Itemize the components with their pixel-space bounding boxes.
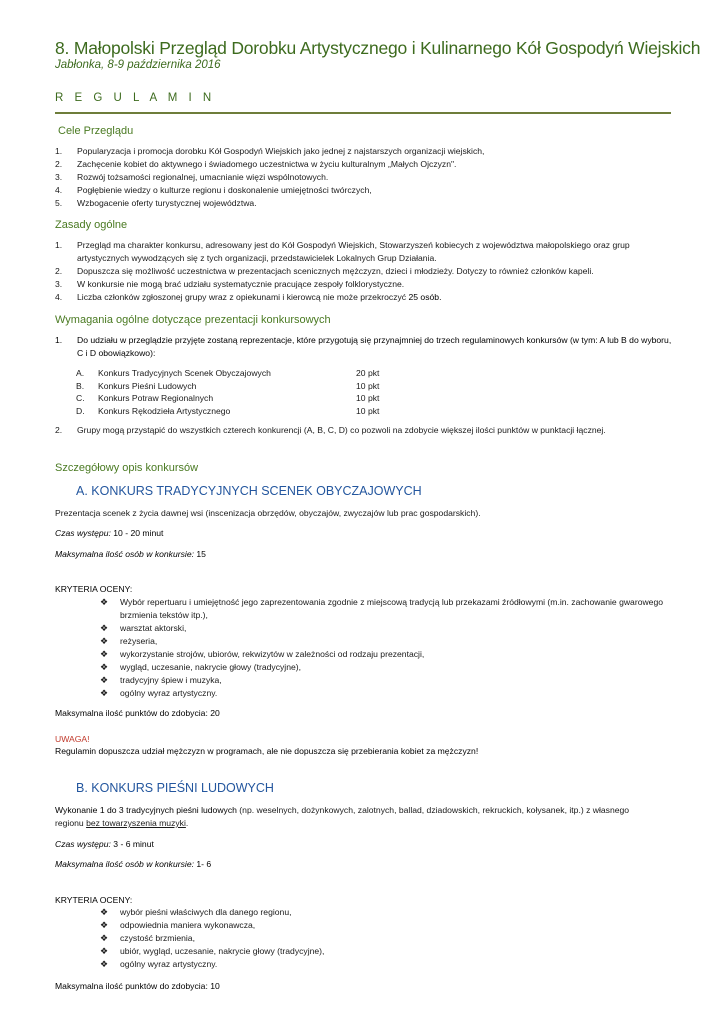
list-item: 4. Liczba członków zgłoszonej grupy wraz z opiekunami i kierowcą nie może przekroczyć 25 osób. (55, 292, 442, 302)
wymagania-heading: Wymagania ogólne dotyczące prezentacji konkursowych (55, 314, 331, 326)
list-item: 3. W konkursie nie mogą brać udziału systematycznie pracujące zespoły folklorystyczne. (55, 279, 405, 289)
regulamin-heading: R E G U L A M I N (55, 92, 216, 104)
uwaga-label: UWAGA! (55, 734, 90, 744)
list-item: ❖ tradycyjny śpiew i muzyka, (100, 675, 222, 685)
list-item: ❖ ogólny wyraz artystyczny. (100, 688, 218, 698)
diamond-bullet-icon: ❖ (100, 959, 109, 969)
list-item: 1. Do udziału w przeglądzie przyjęte zostaną reprezentacje, które przygotują się przynajmniej do trzech regulaminowych konkursów (w tym: A lub B do wyboru, C i D obowiązkowo): (55, 335, 672, 358)
document-title: 8. Małopolski Przegląd Dorobku Artystycznego i Kulinarnego Kół Gospodyń Wiejskich (55, 38, 701, 58)
list-item: 1. Przegląd ma charakter konkursu, adresowany jest do Kół Gospodyń Wiejskich, Stowarzyszeń kobiecych z województwa małopolskiego oraz grup artystycznych wywodzących się z tych organizacji, przedstawicielek Lokalnych Grup Działania. (55, 240, 630, 263)
konkurs-a-kryteria-label: KRYTERIA OCENY: (55, 584, 133, 594)
diamond-bullet-icon: ❖ (100, 623, 109, 633)
zasady-heading: Zasady ogólne (55, 219, 128, 231)
diamond-bullet-icon: ❖ (100, 649, 109, 659)
wymagania-list-2 (55, 424, 675, 437)
list-item: ❖ wygląd, uczesanie, nakrycie głowy (tradycyjne), (100, 662, 302, 672)
konkurs-b-osob: Maksymalna ilość osób w konkursie: 1- 6 (55, 859, 212, 869)
diamond-bullet-icon: ❖ (100, 920, 109, 930)
diamond-bullet-icon: ❖ (100, 636, 109, 646)
konkurs-a-kryteria (100, 596, 672, 700)
cele-list (55, 145, 675, 210)
list-item: ❖ odpowiednia maniera wykonawcza, (100, 920, 256, 930)
list-item: 5. Wzbogacenie oferty turystycznej województwa. (55, 198, 257, 208)
diamond-bullet-icon: ❖ (100, 597, 109, 607)
diamond-bullet-icon: ❖ (100, 946, 109, 956)
list-item: 2. Zachęcenie kobiet do aktywnego i świadomego uczestnictwa w życiu kulturalnym „Małych Ojczyzn". (55, 159, 457, 169)
wymagania-list (55, 334, 675, 360)
list-item: 3. Rozwój tożsamości regionalnej, umacnianie więzi wspólnotowych. (55, 172, 329, 182)
list-item: ❖ wybór pieśni właściwych dla danego regionu, (100, 907, 292, 917)
konkurs-b-kryteria-label: KRYTERIA OCENY: (55, 895, 133, 905)
konkurs-a-czas: Czas występu: 10 - 20 minut (55, 528, 164, 538)
konkurs-row: C. Konkurs Potraw Regionalnych 10 pkt (76, 393, 380, 404)
list-item: ❖ warsztat aktorski, (100, 623, 187, 633)
konkurs-a-osob: Maksymalna ilość osób w konkursie: 15 (55, 549, 206, 559)
konkursy-table (76, 367, 406, 418)
diamond-bullet-icon: ❖ (100, 688, 109, 698)
list-item: ❖ ubiór, wygląd, uczesanie, nakrycie głowy (tradycyjne), (100, 946, 325, 956)
konkurs-b-czas: Czas występu: 3 - 6 minut (55, 839, 154, 849)
list-item: ❖ ogólny wyraz artystyczny. (100, 959, 218, 969)
list-item: ❖ Wybór repertuaru i umiejętność jego zaprezentowania zgodnie z miejscową tradycją lub przekazami źródłowymi (m.in. zachowanie gwarowego brzmienia tekstów itp.), (100, 597, 664, 620)
konkurs-row: D. Konkurs Rękodzieła Artystycznego 10 pkt (76, 406, 380, 417)
header-divider (55, 112, 671, 114)
list-item: 4. Pogłębienie wiedzy o kulturze regionu i doskonalenie umiejętności twórczych, (55, 185, 372, 195)
konkurs-b-description: Wykonanie 1 do 3 tradycyjnych pieśni ludowych (np. weselnych, dożynkowych, zalotnych, ballad, dziadowskich, rekruckich, kołysanek, itp.) z własnego (55, 805, 630, 815)
diamond-bullet-icon: ❖ (100, 907, 109, 917)
zasady-list (55, 239, 675, 304)
szczegolowy-heading: Szczegółowy opis konkursów (55, 462, 199, 474)
list-item: 2. Dopuszcza się możliwość uczestnictwa w prezentacjach scenicznych mężczyzn, dzieci i młodzieży. Dotyczy to również członków kapeli. (55, 266, 594, 276)
diamond-bullet-icon: ❖ (100, 933, 109, 943)
konkurs-a-description: Prezentacja scenek z życia dawnej wsi (inscenizacja obrzędów, obyczajów, zwyczajów lub prac gospodarskich). (55, 508, 481, 518)
konkurs-b-kryteria (100, 906, 672, 971)
list-item: ❖ wykorzystanie strojów, ubiorów, rekwizytów w zależności od rodzaju prezentacji, (100, 649, 425, 659)
konkurs-b-heading: B. KONKURS PIEŚNI LUDOWYCH (76, 781, 274, 795)
konkurs-a-punkty: Maksymalna ilość punktów do zdobycia: 20 (55, 708, 220, 718)
document-subtitle: Jabłonka, 8-9 października 2016 (55, 59, 221, 71)
list-item: 2. Grupy mogą przystąpić do wszystkich czterech konkurencji (A, B, C, D) co pozwoli na zdobycie większej ilości punktów w punktacji łącznej. (55, 425, 606, 435)
konkurs-b-punkty: Maksymalna ilość punktów do zdobycia: 10 (55, 981, 220, 991)
konkurs-a-heading: A. KONKURS TRADYCYJNYCH SCENEK OBYCZAJOWYCH (76, 484, 422, 498)
list-item: 1. Popularyzacja i promocja dorobku Kół Gospodyń Wiejskich jako jednej z najstarszych organizacji wiejskich, (55, 146, 485, 156)
list-item: ❖ czystość brzmienia, (100, 933, 195, 943)
konkurs-row: B. Konkurs Pieśni Ludowych 10 pkt (76, 380, 380, 391)
konkurs-b-description-2: regionu bez towarzyszenia muzyki. (55, 818, 189, 828)
konkurs-row: A. Konkurs Tradycyjnych Scenek Obyczajowych 20 pkt (76, 368, 380, 378)
list-item: ❖ reżyseria, (100, 636, 158, 646)
diamond-bullet-icon: ❖ (100, 675, 109, 685)
uwaga-text: Regulamin dopuszcza udział mężczyzn w programach, ale nie dopuszcza się przebierania kobiet za mężczyzn! (55, 746, 479, 756)
cele-heading: Cele Przeglądu (58, 125, 134, 137)
diamond-bullet-icon: ❖ (100, 662, 109, 672)
